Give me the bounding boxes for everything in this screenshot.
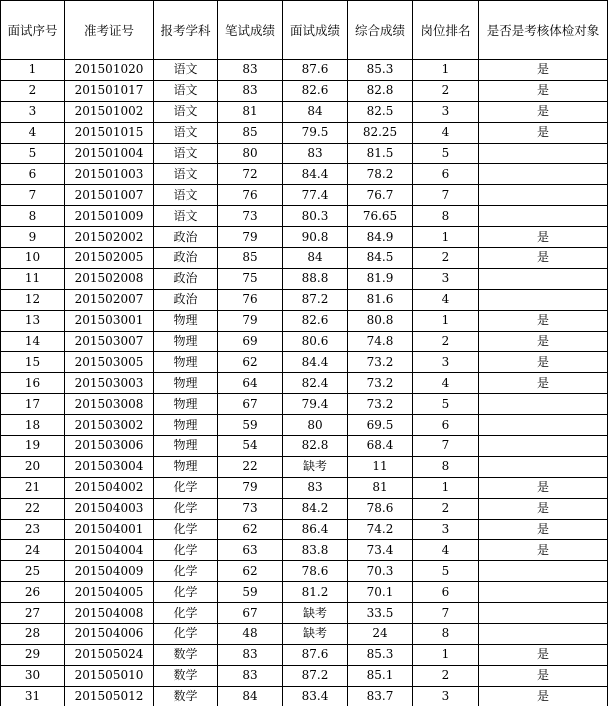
total-score-cell: 69.5: [348, 415, 413, 436]
total-score-cell: 73.2: [348, 373, 413, 394]
header-subject: 报考学科: [154, 1, 218, 60]
written-score-cell: 79: [218, 227, 283, 248]
interview-score-cell: 87.2: [283, 289, 348, 310]
interview-score-cell: 86.4: [283, 519, 348, 540]
interview-no-cell: 10: [1, 248, 65, 269]
total-score-cell: 85.3: [348, 60, 413, 81]
subject-cell: 化学: [154, 519, 218, 540]
interview-score-cell: 87.2: [283, 665, 348, 686]
rank-cell: 2: [413, 80, 479, 101]
subject-cell: 化学: [154, 477, 218, 498]
subject-cell: 化学: [154, 540, 218, 561]
total-score-cell: 84.5: [348, 248, 413, 269]
interview-no-cell: 16: [1, 373, 65, 394]
interview-no-cell: 17: [1, 394, 65, 415]
written-score-cell: 67: [218, 603, 283, 624]
rank-cell: 1: [413, 60, 479, 81]
rank-cell: 1: [413, 644, 479, 665]
ticket-no-cell: 201504001: [65, 519, 154, 540]
exam-eligible-cell: [479, 603, 608, 624]
rank-cell: 5: [413, 561, 479, 582]
table-row: [1, 331, 608, 352]
written-score-cell: 75: [218, 268, 283, 289]
table-row: [1, 456, 608, 477]
ticket-no-cell: 201504003: [65, 498, 154, 519]
interview-score-cell: 80: [283, 415, 348, 436]
total-score-cell: 76.7: [348, 185, 413, 206]
rank-cell: 3: [413, 101, 479, 122]
subject-cell: 政治: [154, 289, 218, 310]
header-total-score: 综合成绩: [348, 1, 413, 60]
written-score-cell: 76: [218, 289, 283, 310]
written-score-cell: 85: [218, 122, 283, 143]
total-score-cell: 82.25: [348, 122, 413, 143]
written-score-cell: 69: [218, 331, 283, 352]
table-row: [1, 122, 608, 143]
interview-no-cell: 15: [1, 352, 65, 373]
rank-cell: 2: [413, 248, 479, 269]
ticket-no-cell: 201501007: [65, 185, 154, 206]
interview-no-cell: 25: [1, 561, 65, 582]
total-score-cell: 85.1: [348, 665, 413, 686]
total-score-cell: 84.9: [348, 227, 413, 248]
ticket-no-cell: 201501003: [65, 164, 154, 185]
rank-cell: 7: [413, 603, 479, 624]
subject-cell: 物理: [154, 456, 218, 477]
ticket-no-cell: 201503008: [65, 394, 154, 415]
ticket-no-cell: 201501002: [65, 101, 154, 122]
written-score-cell: 59: [218, 582, 283, 603]
written-score-cell: 67: [218, 394, 283, 415]
written-score-cell: 85: [218, 248, 283, 269]
subject-cell: 物理: [154, 436, 218, 457]
written-score-cell: 76: [218, 185, 283, 206]
written-score-cell: 83: [218, 665, 283, 686]
header-rank: 岗位排名: [413, 1, 479, 60]
written-score-cell: 54: [218, 436, 283, 457]
ticket-no-cell: 201502007: [65, 289, 154, 310]
total-score-cell: 82.5: [348, 101, 413, 122]
total-score-cell: 74.2: [348, 519, 413, 540]
total-score-cell: 74.8: [348, 331, 413, 352]
table-row: [1, 60, 608, 81]
written-score-cell: 48: [218, 624, 283, 645]
ticket-no-cell: 201504006: [65, 624, 154, 645]
written-score-cell: 72: [218, 164, 283, 185]
subject-cell: 语文: [154, 164, 218, 185]
interview-no-cell: 2: [1, 80, 65, 101]
table-row: [1, 310, 608, 331]
rank-cell: 3: [413, 268, 479, 289]
interview-score-cell: 84.2: [283, 498, 348, 519]
rank-cell: 2: [413, 665, 479, 686]
subject-cell: 物理: [154, 415, 218, 436]
subject-cell: 语文: [154, 101, 218, 122]
table-row: [1, 289, 608, 310]
table-row: [1, 352, 608, 373]
interview-no-cell: 19: [1, 436, 65, 457]
interview-score-cell: 缺考: [283, 456, 348, 477]
interview-no-cell: 24: [1, 540, 65, 561]
table-row: [1, 227, 608, 248]
table-row: [1, 101, 608, 122]
rank-cell: 2: [413, 331, 479, 352]
exam-eligible-cell: 是: [479, 60, 608, 81]
interview-no-cell: 13: [1, 310, 65, 331]
table-row: [1, 268, 608, 289]
ticket-no-cell: 201503007: [65, 331, 154, 352]
exam-eligible-cell: 是: [479, 101, 608, 122]
ticket-no-cell: 201501009: [65, 206, 154, 227]
total-score-cell: 83.7: [348, 686, 413, 707]
header-row: [1, 1, 608, 60]
ticket-no-cell: 201505010: [65, 665, 154, 686]
ticket-no-cell: 201502002: [65, 227, 154, 248]
total-score-cell: 78.2: [348, 164, 413, 185]
table-row: [1, 415, 608, 436]
exam-eligible-cell: 是: [479, 227, 608, 248]
rank-cell: 3: [413, 686, 479, 707]
written-score-cell: 83: [218, 80, 283, 101]
ticket-no-cell: 201501017: [65, 80, 154, 101]
exam-eligible-cell: [479, 164, 608, 185]
written-score-cell: 22: [218, 456, 283, 477]
table-row: [1, 540, 608, 561]
rank-cell: 1: [413, 227, 479, 248]
interview-score-cell: 84.4: [283, 164, 348, 185]
interview-no-cell: 7: [1, 185, 65, 206]
subject-cell: 化学: [154, 582, 218, 603]
written-score-cell: 83: [218, 644, 283, 665]
interview-no-cell: 20: [1, 456, 65, 477]
table-row: [1, 665, 608, 686]
rank-cell: 8: [413, 624, 479, 645]
total-score-cell: 81: [348, 477, 413, 498]
exam-eligible-cell: 是: [479, 352, 608, 373]
exam-eligible-cell: [479, 268, 608, 289]
exam-eligible-cell: [479, 206, 608, 227]
rank-cell: 6: [413, 164, 479, 185]
subject-cell: 语文: [154, 80, 218, 101]
ticket-no-cell: 201503002: [65, 415, 154, 436]
interview-no-cell: 18: [1, 415, 65, 436]
subject-cell: 数学: [154, 686, 218, 707]
ticket-no-cell: 201504009: [65, 561, 154, 582]
interview-score-cell: 83: [283, 477, 348, 498]
interview-score-cell: 78.6: [283, 561, 348, 582]
total-score-cell: 81.5: [348, 143, 413, 164]
total-score-cell: 81.9: [348, 268, 413, 289]
exam-eligible-cell: 是: [479, 80, 608, 101]
interview-no-cell: 11: [1, 268, 65, 289]
interview-no-cell: 6: [1, 164, 65, 185]
subject-cell: 数学: [154, 665, 218, 686]
written-score-cell: 62: [218, 352, 283, 373]
interview-score-cell: 82.4: [283, 373, 348, 394]
written-score-cell: 84: [218, 686, 283, 707]
interview-score-cell: 88.8: [283, 268, 348, 289]
interview-score-cell: 82.8: [283, 436, 348, 457]
interview-score-cell: 77.4: [283, 185, 348, 206]
interview-score-cell: 84: [283, 248, 348, 269]
total-score-cell: 70.3: [348, 561, 413, 582]
total-score-cell: 78.6: [348, 498, 413, 519]
rank-cell: 4: [413, 122, 479, 143]
exam-eligible-cell: 是: [479, 310, 608, 331]
exam-eligible-cell: 是: [479, 519, 608, 540]
interview-score-cell: 84: [283, 101, 348, 122]
interview-no-cell: 12: [1, 289, 65, 310]
subject-cell: 语文: [154, 185, 218, 206]
rank-cell: 1: [413, 477, 479, 498]
interview-score-cell: 83.8: [283, 540, 348, 561]
interview-score-cell: 83.4: [283, 686, 348, 707]
exam-eligible-cell: 是: [479, 644, 608, 665]
interview-score-cell: 80.3: [283, 206, 348, 227]
subject-cell: 物理: [154, 310, 218, 331]
written-score-cell: 80: [218, 143, 283, 164]
rank-cell: 4: [413, 540, 479, 561]
interview-no-cell: 21: [1, 477, 65, 498]
total-score-cell: 81.6: [348, 289, 413, 310]
interview-no-cell: 8: [1, 206, 65, 227]
written-score-cell: 64: [218, 373, 283, 394]
interview-no-cell: 29: [1, 644, 65, 665]
written-score-cell: 79: [218, 310, 283, 331]
written-score-cell: 79: [218, 477, 283, 498]
rank-cell: 6: [413, 582, 479, 603]
written-score-cell: 83: [218, 60, 283, 81]
exam-eligible-cell: [479, 143, 608, 164]
table-row: [1, 373, 608, 394]
header-interview-no: 面试序号: [1, 1, 65, 60]
total-score-cell: 85.3: [348, 644, 413, 665]
written-score-cell: 73: [218, 498, 283, 519]
interview-no-cell: 5: [1, 143, 65, 164]
interview-no-cell: 31: [1, 686, 65, 707]
interview-no-cell: 28: [1, 624, 65, 645]
ticket-no-cell: 201502008: [65, 268, 154, 289]
exam-eligible-cell: 是: [479, 686, 608, 707]
interview-score-cell: 80.6: [283, 331, 348, 352]
ticket-no-cell: 201503001: [65, 310, 154, 331]
interview-score-cell: 84.4: [283, 352, 348, 373]
rank-cell: 3: [413, 519, 479, 540]
exam-eligible-cell: 是: [479, 248, 608, 269]
interview-score-cell: 79.5: [283, 122, 348, 143]
total-score-cell: 70.1: [348, 582, 413, 603]
rank-cell: 4: [413, 373, 479, 394]
interview-no-cell: 22: [1, 498, 65, 519]
table-row: [1, 477, 608, 498]
interview-no-cell: 4: [1, 122, 65, 143]
total-score-cell: 82.8: [348, 80, 413, 101]
table-row: [1, 498, 608, 519]
ticket-no-cell: 201502005: [65, 248, 154, 269]
rank-cell: 6: [413, 415, 479, 436]
ticket-no-cell: 201504002: [65, 477, 154, 498]
total-score-cell: 11: [348, 456, 413, 477]
table-row: [1, 185, 608, 206]
exam-eligible-cell: [479, 415, 608, 436]
interview-no-cell: 27: [1, 603, 65, 624]
table-row: [1, 436, 608, 457]
subject-cell: 化学: [154, 624, 218, 645]
interview-no-cell: 23: [1, 519, 65, 540]
rank-cell: 1: [413, 310, 479, 331]
interview-score-cell: 缺考: [283, 624, 348, 645]
exam-eligible-cell: [479, 624, 608, 645]
total-score-cell: 73.2: [348, 352, 413, 373]
rank-cell: 3: [413, 352, 479, 373]
exam-eligible-cell: [479, 456, 608, 477]
table-row: [1, 686, 608, 707]
ticket-no-cell: 201504008: [65, 603, 154, 624]
subject-cell: 语文: [154, 60, 218, 81]
rank-cell: 7: [413, 185, 479, 206]
subject-cell: 语文: [154, 122, 218, 143]
subject-cell: 政治: [154, 268, 218, 289]
rank-cell: 8: [413, 456, 479, 477]
total-score-cell: 33.5: [348, 603, 413, 624]
ticket-no-cell: 201505024: [65, 644, 154, 665]
ticket-no-cell: 201505012: [65, 686, 154, 707]
exam-eligible-cell: 是: [479, 540, 608, 561]
total-score-cell: 68.4: [348, 436, 413, 457]
rank-cell: 5: [413, 143, 479, 164]
total-score-cell: 73.4: [348, 540, 413, 561]
subject-cell: 物理: [154, 352, 218, 373]
rank-cell: 5: [413, 394, 479, 415]
interview-score-cell: 90.8: [283, 227, 348, 248]
interview-score-cell: 79.4: [283, 394, 348, 415]
exam-eligible-cell: [479, 561, 608, 582]
subject-cell: 语文: [154, 206, 218, 227]
subject-cell: 化学: [154, 561, 218, 582]
table-row: [1, 624, 608, 645]
interview-score-cell: 82.6: [283, 310, 348, 331]
ticket-no-cell: 201504005: [65, 582, 154, 603]
subject-cell: 物理: [154, 394, 218, 415]
ticket-no-cell: 201504004: [65, 540, 154, 561]
written-score-cell: 73: [218, 206, 283, 227]
header-interview-score: 面试成绩: [283, 1, 348, 60]
table-row: [1, 519, 608, 540]
exam-eligible-cell: [479, 185, 608, 206]
table-row: [1, 143, 608, 164]
table-row: [1, 644, 608, 665]
interview-score-cell: 83: [283, 143, 348, 164]
table-row: [1, 80, 608, 101]
interview-score-cell: 87.6: [283, 644, 348, 665]
ticket-no-cell: 201503006: [65, 436, 154, 457]
exam-eligible-cell: [479, 436, 608, 457]
subject-cell: 数学: [154, 644, 218, 665]
rank-cell: 2: [413, 498, 479, 519]
written-score-cell: 62: [218, 519, 283, 540]
exam-eligible-cell: [479, 582, 608, 603]
subject-cell: 语文: [154, 143, 218, 164]
subject-cell: 政治: [154, 248, 218, 269]
total-score-cell: 73.2: [348, 394, 413, 415]
written-score-cell: 63: [218, 540, 283, 561]
subject-cell: 化学: [154, 498, 218, 519]
exam-eligible-cell: 是: [479, 331, 608, 352]
exam-eligible-cell: [479, 289, 608, 310]
exam-eligible-cell: 是: [479, 122, 608, 143]
subject-cell: 物理: [154, 373, 218, 394]
exam-eligible-cell: 是: [479, 498, 608, 519]
total-score-cell: 24: [348, 624, 413, 645]
interview-no-cell: 1: [1, 60, 65, 81]
ticket-no-cell: 201503003: [65, 373, 154, 394]
interview-score-cell: 87.6: [283, 60, 348, 81]
total-score-cell: 76.65: [348, 206, 413, 227]
header-ticket-no: 准考证号: [65, 1, 154, 60]
rank-cell: 7: [413, 436, 479, 457]
interview-no-cell: 26: [1, 582, 65, 603]
table-row: [1, 603, 608, 624]
header-written-score: 笔试成绩: [218, 1, 283, 60]
written-score-cell: 59: [218, 415, 283, 436]
ticket-no-cell: 201501015: [65, 122, 154, 143]
interview-score-cell: 缺考: [283, 603, 348, 624]
interview-no-cell: 30: [1, 665, 65, 686]
ticket-no-cell: 201503005: [65, 352, 154, 373]
interview-no-cell: 9: [1, 227, 65, 248]
ticket-no-cell: 201501020: [65, 60, 154, 81]
subject-cell: 物理: [154, 331, 218, 352]
subject-cell: 政治: [154, 227, 218, 248]
table-row: [1, 164, 608, 185]
interview-no-cell: 3: [1, 101, 65, 122]
ticket-no-cell: 201501004: [65, 143, 154, 164]
exam-eligible-cell: [479, 394, 608, 415]
exam-eligible-cell: 是: [479, 665, 608, 686]
page-cut-edge: [0, 706, 608, 710]
ticket-no-cell: 201503004: [65, 456, 154, 477]
interview-score-cell: 82.6: [283, 80, 348, 101]
table-row: [1, 248, 608, 269]
table-row: [1, 206, 608, 227]
table-row: [1, 561, 608, 582]
rank-cell: 4: [413, 289, 479, 310]
interview-no-cell: 14: [1, 331, 65, 352]
interview-score-cell: 81.2: [283, 582, 348, 603]
exam-eligible-cell: 是: [479, 373, 608, 394]
exam-eligible-cell: 是: [479, 477, 608, 498]
rank-cell: 8: [413, 206, 479, 227]
written-score-cell: 81: [218, 101, 283, 122]
written-score-cell: 62: [218, 561, 283, 582]
header-exam-eligible: 是否是考核体检对象: [479, 1, 608, 60]
total-score-cell: 80.8: [348, 310, 413, 331]
table-row: [1, 582, 608, 603]
table-row: [1, 394, 608, 415]
subject-cell: 化学: [154, 603, 218, 624]
